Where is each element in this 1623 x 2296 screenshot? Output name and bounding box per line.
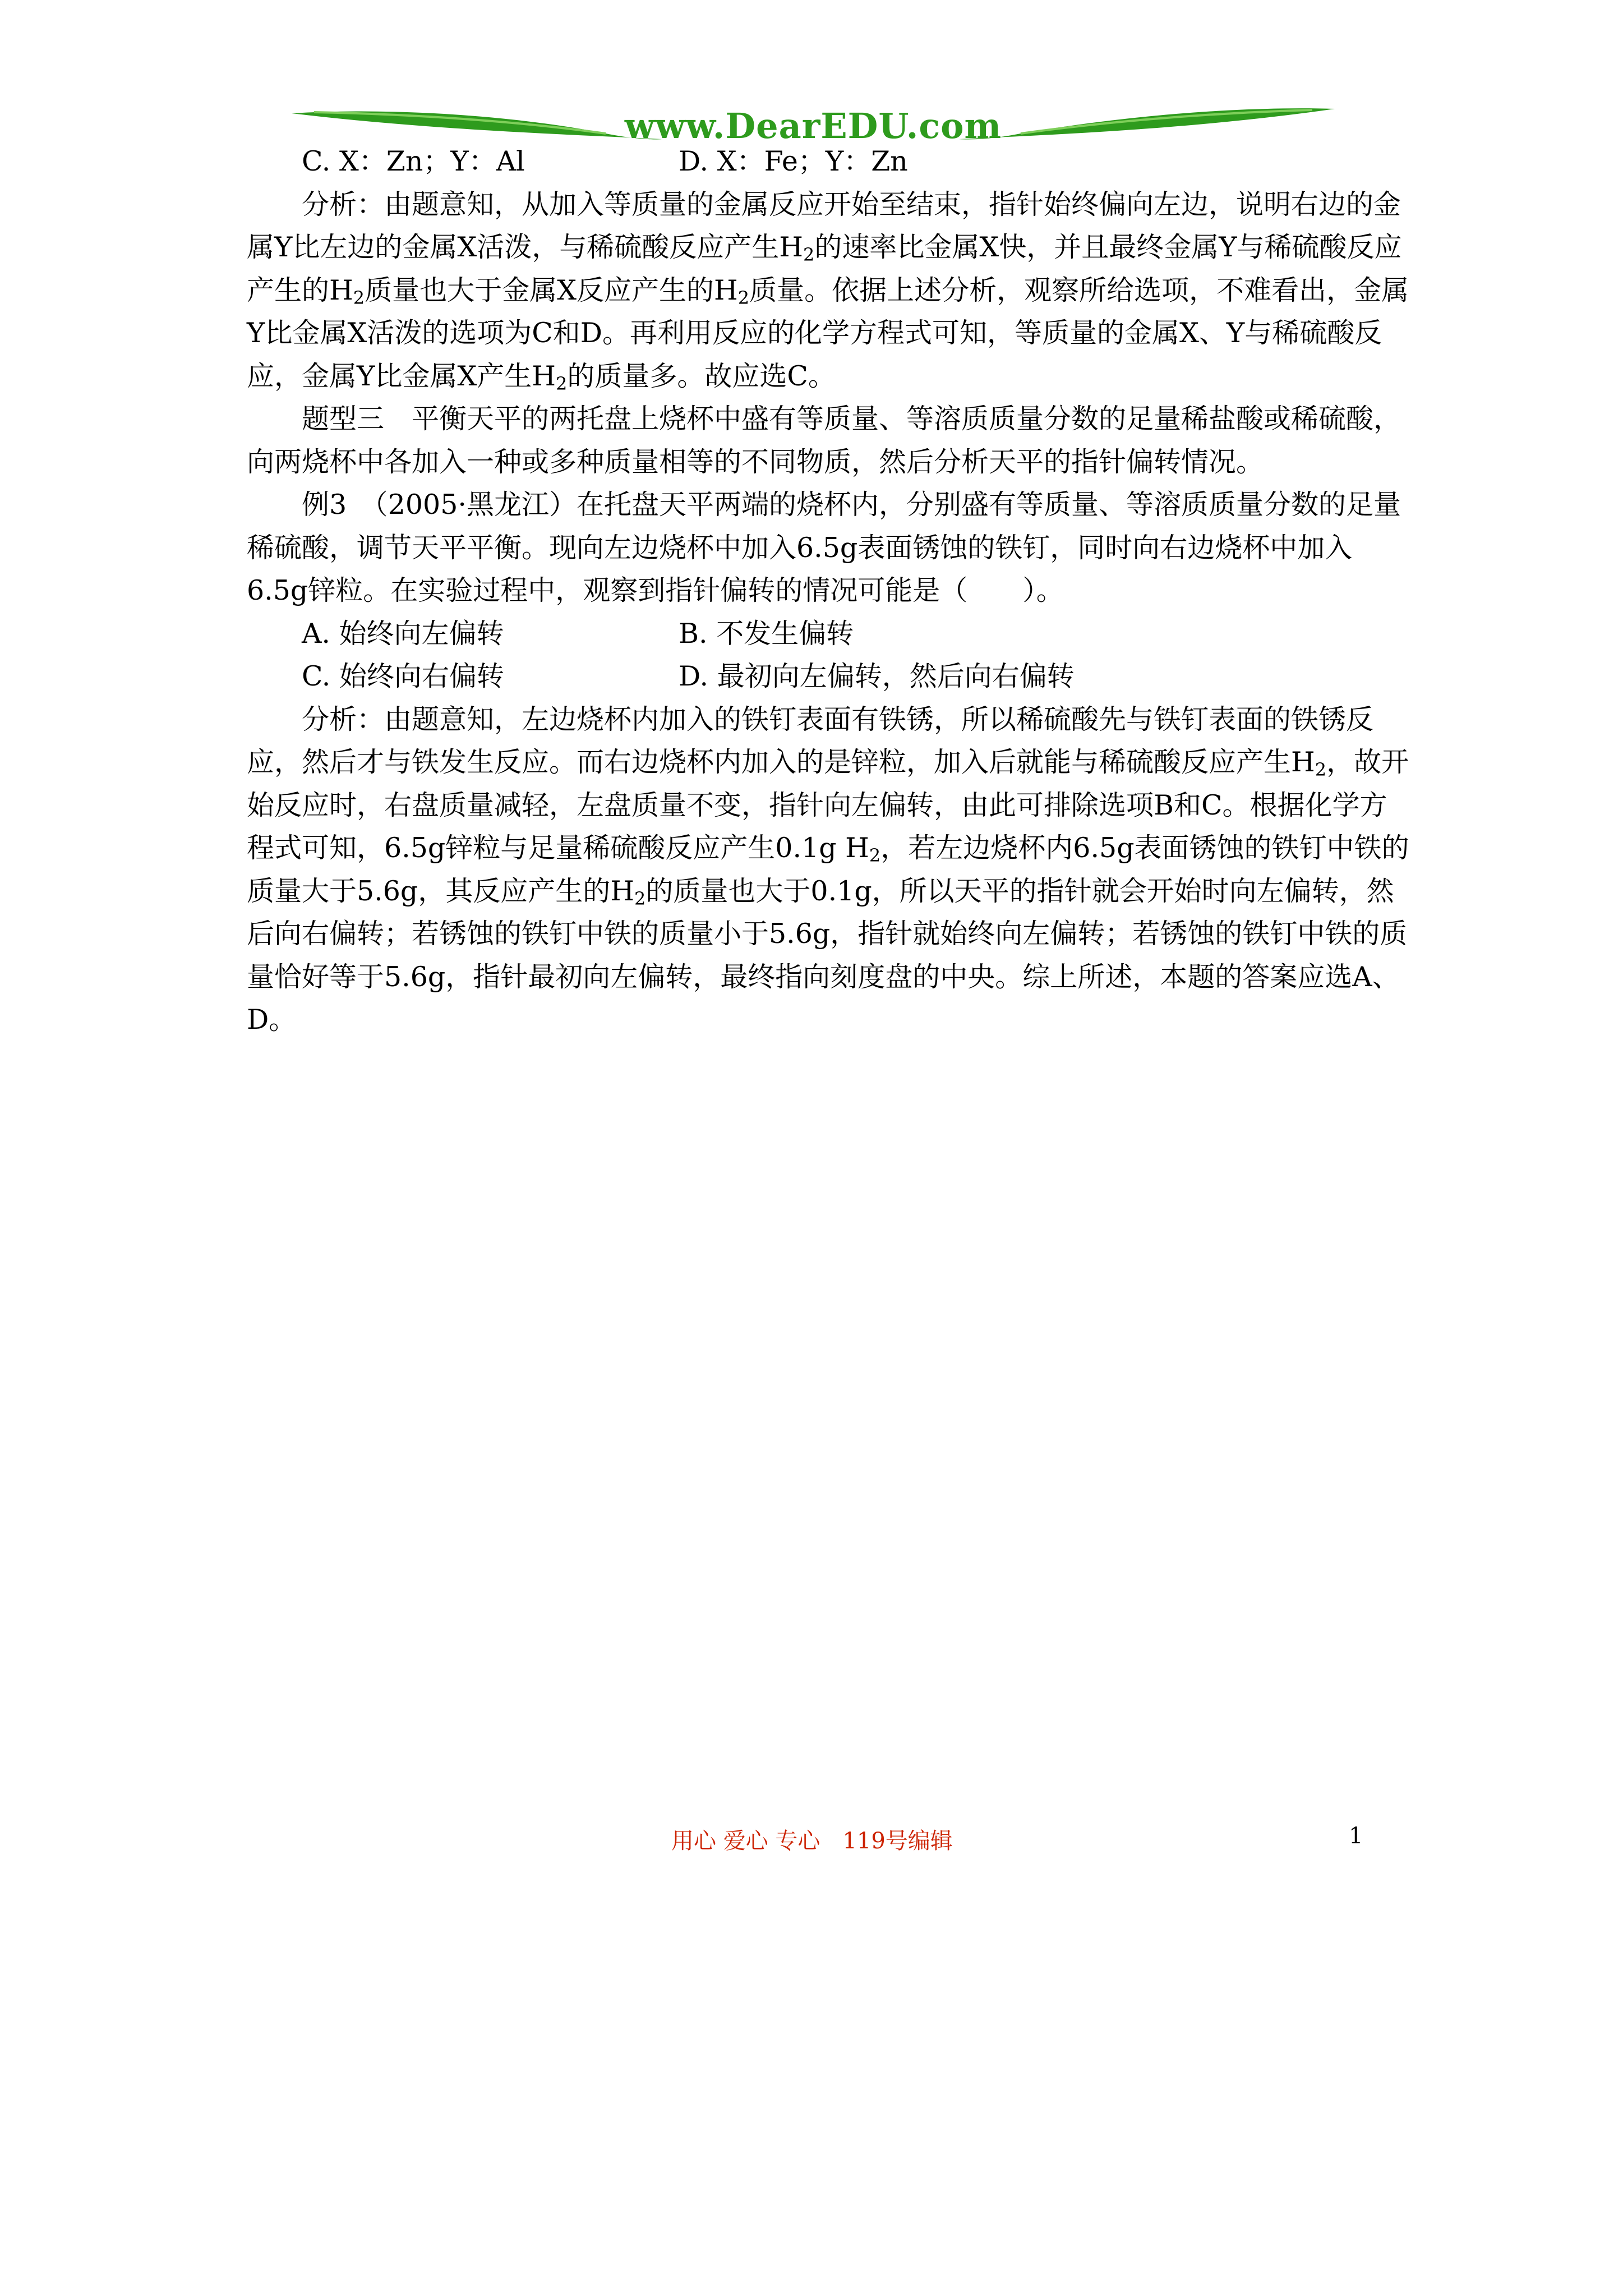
page-footer [0, 1823, 1623, 1857]
option-b: B. 不发生偏转 [679, 617, 854, 650]
question-type-paragraph: 题型三 平衡天平的两托盘上烧杯中盛有等质量、等溶质质量分数的足量稀盐酸或稀硫酸，向两烧杯中各加入一种或多种质量相等的不同物质，然后分析天平的指针偏转情况。 [247, 403, 1401, 478]
options-row [247, 655, 1413, 698]
document-body [247, 140, 1413, 1042]
page-number: 1 [1349, 1823, 1363, 1849]
site-logo[interactable]: www.DearEDU.com [624, 105, 1002, 146]
option-d: D. 最初向左偏转，然后向右偏转 [679, 660, 1075, 692]
footer-text: 用心 爱心 专心 119号编辑 [671, 1828, 953, 1854]
option-d: D. X：Fe；Y：Zn [679, 145, 908, 177]
options-row [247, 613, 1413, 656]
options-row [247, 140, 1413, 183]
analysis-paragraph: 分析：由题意知，左边烧杯内加入的铁钉表面有铁锈，所以稀硫酸先与铁钉表面的铁锈反应，然后才与铁发生反应。而右边烧杯内加入的是锌粒，加入后就能与稀硫酸反应产生$H_2$，故开始反应时，右盘质量减轻，左盘质量不变，指针向左偏转，由此可排除选项B和C。根据化学方程式可知，6.5g锌粒与足量稀硫酸反应产生0.1g $H_2$，若左边烧杯内6.5g表面锈蚀的铁钉中铁的质量大于5.6g，其反应产生的$H_2$的质量也大于0.1g，所以天平的指针就会开始时向左偏转，然后向右偏转；若锈蚀的铁钉中铁的质量小于5.6g，指针就始终向左偏转；若锈蚀的铁钉中铁的质量恰好等于5.6g，指针最初向左偏转，最终指向刻度盘的中央。综上所述，本题的答案应选A、D。 [247, 703, 1409, 1036]
option-c: C. X：Zn；Y：Al [302, 145, 525, 177]
option-a: A. 始终向左偏转 [302, 617, 504, 650]
example-paragraph: 例3 （2005·黑龙江）在托盘天平两端的烧杯内，分别盛有等质量、等溶质质量分数的足量稀硫酸，调节天平平衡。现向左边烧杯中加入6.5g表面锈蚀的铁钉，同时向右边烧杯中加入6.5g锌粒。在实验过程中，观察到指针偏转的情况可能是（ ）。 [247, 489, 1401, 606]
option-c: C. 始终向右偏转 [302, 660, 504, 692]
analysis-paragraph: 分析：由题意知，从加入等质量的金属反应开始至结束，指针始终偏向左边，说明右边的金属Y比左边的金属X活泼，与稀硫酸反应产生$H_2$的速率比金属X快，并且最终金属Y与稀硫酸反应产生的$H_2$质量也大于金属X反应产生的$H_2$质量。依据上述分析，观察所给选项，不难看出，金属Y比金属X活泼的选项为C和D。再利用反应的化学方程式可知，等质量的金属X、Y与稀硫酸反应，金属Y比金属X产生$H_2$的质量多。故应选C。 [247, 188, 1409, 394]
